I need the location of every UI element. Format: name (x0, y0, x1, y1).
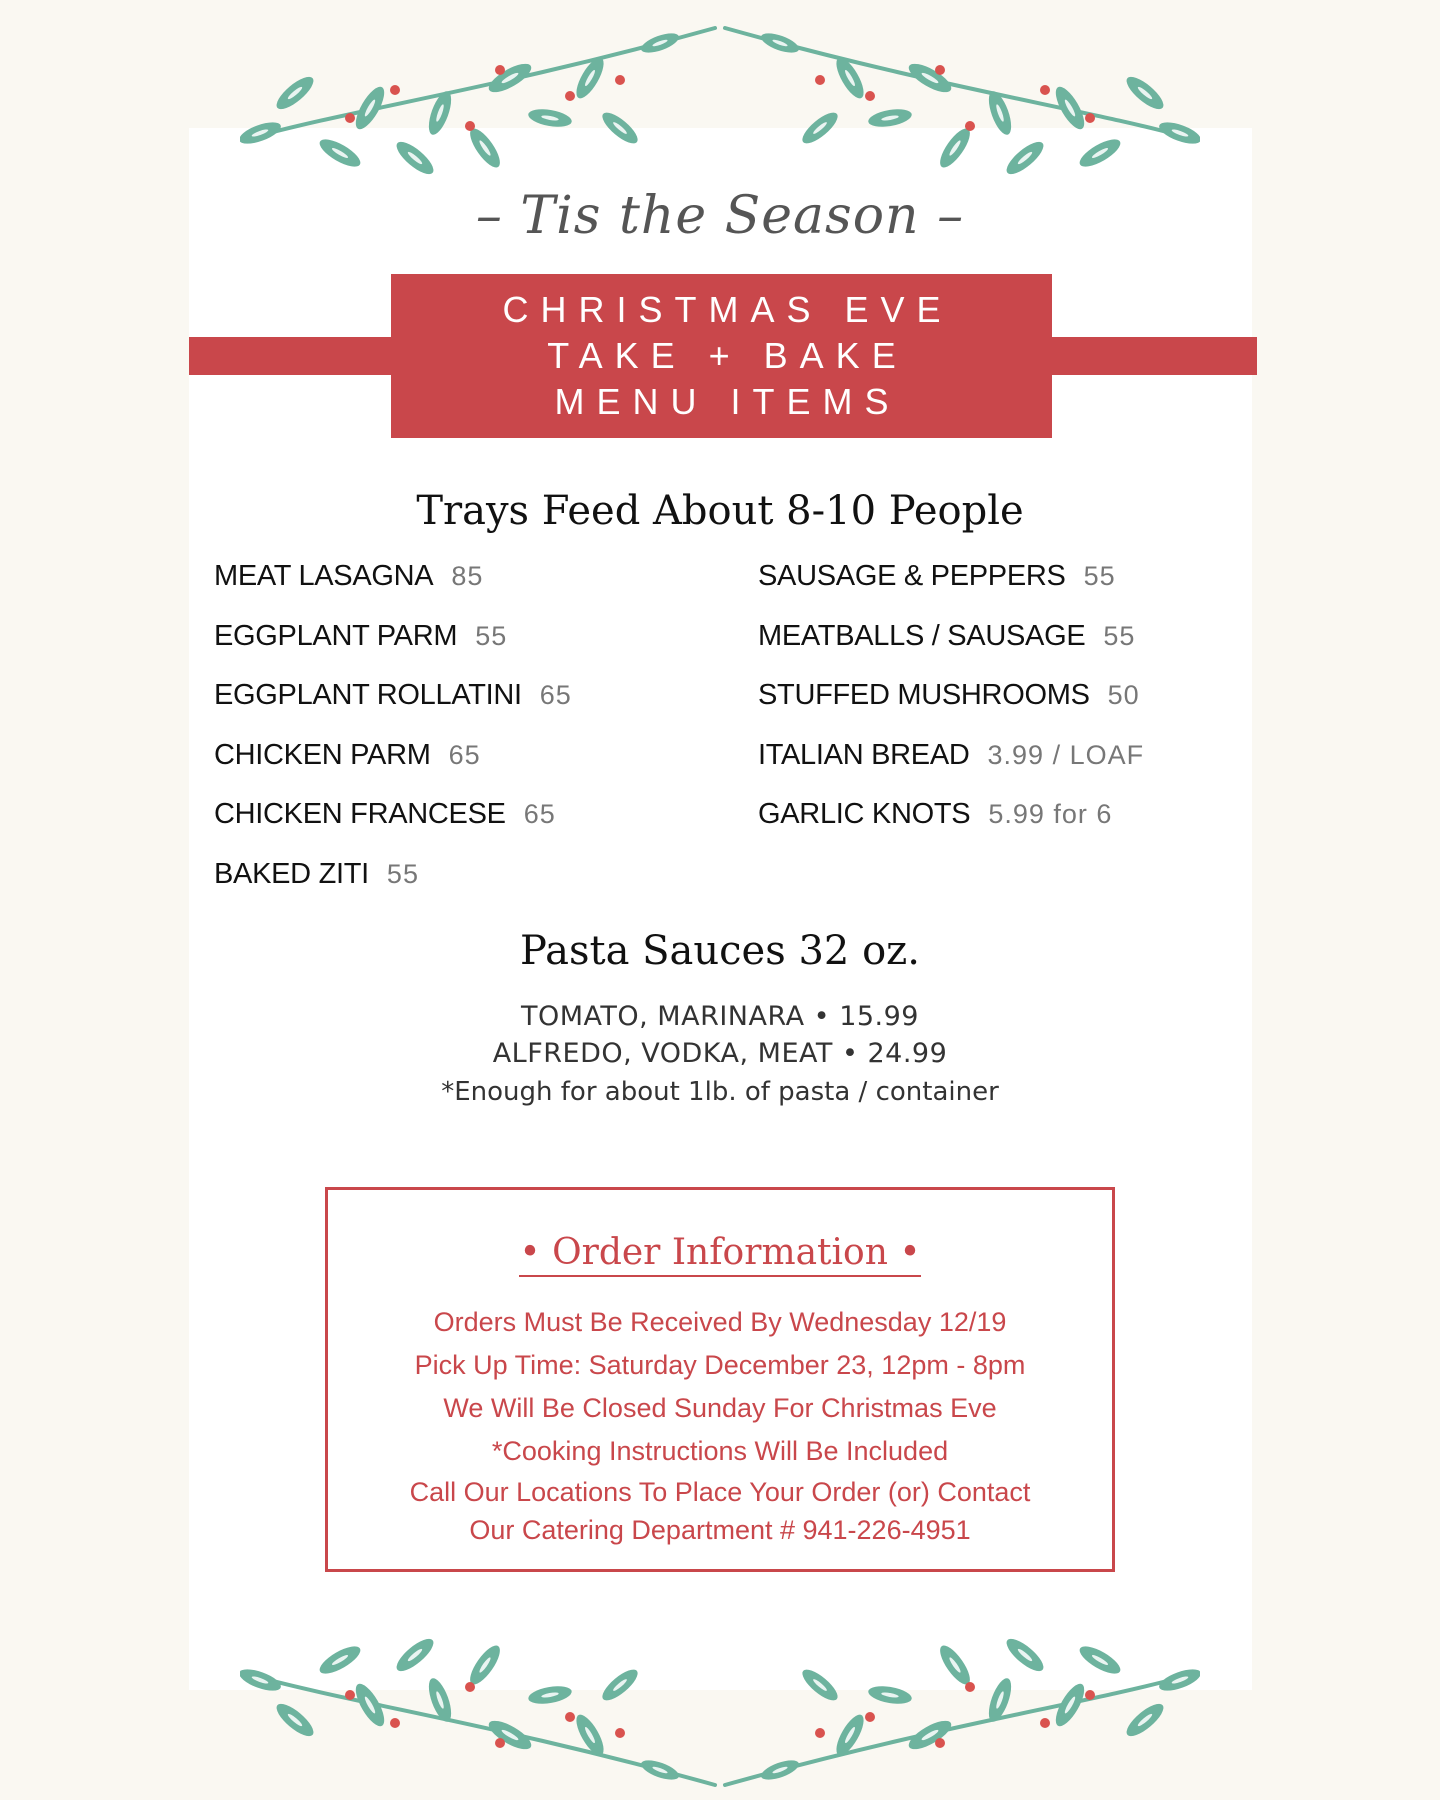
order-info-line: Call Our Locations To Place Your Order (or) Contact (409, 1477, 1031, 1507)
sauce-list (0, 998, 1440, 1112)
berry-dot (815, 75, 825, 85)
menu-item (214, 798, 572, 858)
berry-dot (465, 1682, 475, 1692)
berry-dot (935, 65, 945, 75)
item-name: GARLIC KNOTS (758, 798, 971, 830)
title-line: TAKE + BAKE (547, 335, 908, 376)
item-price: 65 (448, 739, 481, 770)
berry-dot (565, 1712, 575, 1722)
menu-item (214, 739, 572, 799)
item-name: EGGPLANT ROLLATINI (214, 679, 522, 711)
berry-dot (965, 1682, 975, 1692)
item-name: CHICKEN FRANCESE (214, 798, 506, 830)
item-name: EGGPLANT PARM (214, 619, 458, 652)
tagline: – Tis the Season – (475, 186, 965, 246)
berry-dot (615, 1728, 625, 1738)
item-price: 85 (451, 561, 484, 591)
item-name: STUFFED MUSHROOMS (758, 679, 1090, 711)
berry-dot (865, 1712, 875, 1722)
item-price: 65 (539, 680, 572, 710)
item-price: 5.99 for 6 (988, 799, 1113, 829)
menu-item (758, 560, 1144, 620)
order-info-line: Orders Must Be Received By Wednesday 12/19 (433, 1307, 1007, 1337)
title-banner (391, 274, 1052, 438)
item-price: 55 (386, 858, 419, 889)
berry-dot (390, 1718, 400, 1728)
berry-dot (815, 1728, 825, 1738)
berry-dot (390, 85, 400, 95)
sauce-note: *Enough for about 1lb. of pasta / container (441, 1077, 999, 1107)
item-name: BAKED ZITI (214, 857, 369, 890)
title-line: MENU ITEMS (554, 381, 901, 422)
menu-item (214, 620, 572, 680)
berry-dot (495, 1738, 505, 1748)
berry-dot (565, 91, 575, 101)
berry-dot (865, 91, 875, 101)
item-name: ITALIAN BREAD (758, 738, 970, 771)
menu-item (758, 679, 1144, 739)
order-information-title: • Order Information • (519, 1232, 920, 1277)
sauces-heading: Pasta Sauces 32 oz. (520, 928, 920, 974)
menu-item (214, 858, 572, 918)
berry-dot (465, 121, 475, 131)
berry-dot (345, 1690, 355, 1700)
item-price: 65 (523, 799, 556, 829)
item-name: CHICKEN PARM (214, 738, 431, 771)
item-price: 50 (1107, 680, 1140, 710)
sauce-line: TOMATO, MARINARA • 15.99 (520, 1001, 919, 1032)
order-info-line: Our Catering Department # 941-226-4951 (469, 1515, 971, 1545)
order-information-box (325, 1187, 1115, 1572)
berry-dot (1085, 113, 1095, 123)
menu-item (758, 620, 1144, 680)
berry-dot (965, 121, 975, 131)
item-name: MEAT LASAGNA (214, 560, 434, 592)
trays-heading: Trays Feed About 8-10 People (416, 488, 1024, 534)
title-line: CHRISTMAS EVE (502, 289, 953, 330)
item-name: SAUSAGE & PEPPERS (758, 560, 1066, 592)
berry-dot (615, 75, 625, 85)
berry-dot (495, 65, 505, 75)
berry-dot (1040, 1718, 1050, 1728)
trays-right-column (758, 560, 1144, 858)
bottom-garland-illustration (240, 1595, 1200, 1795)
berry-dot (1085, 1690, 1095, 1700)
sauce-line: ALFREDO, VODKA, MEAT • 24.99 (492, 1038, 948, 1069)
menu-item (758, 739, 1144, 799)
order-info-line: Pick Up Time: Saturday December 23, 12pm - 8pm (414, 1350, 1026, 1380)
berry-dot (1040, 85, 1050, 95)
order-information-lines (328, 1301, 1112, 1549)
item-price: 55 (1083, 561, 1116, 591)
item-name: MEATBALLS / SAUSAGE (758, 619, 1086, 652)
trays-left-column (214, 560, 572, 917)
item-price: 55 (1103, 620, 1136, 651)
menu-item (214, 560, 572, 620)
menu-item (758, 798, 1144, 858)
order-info-line: *Cooking Instructions Will Be Included (491, 1436, 949, 1466)
berry-dot (345, 113, 355, 123)
item-price: 55 (475, 620, 508, 651)
order-info-line: We Will Be Closed Sunday For Christmas Eve (443, 1393, 997, 1423)
menu-item (214, 679, 572, 739)
berry-dot (935, 1738, 945, 1748)
item-price: 3.99 / LOAF (987, 739, 1145, 770)
